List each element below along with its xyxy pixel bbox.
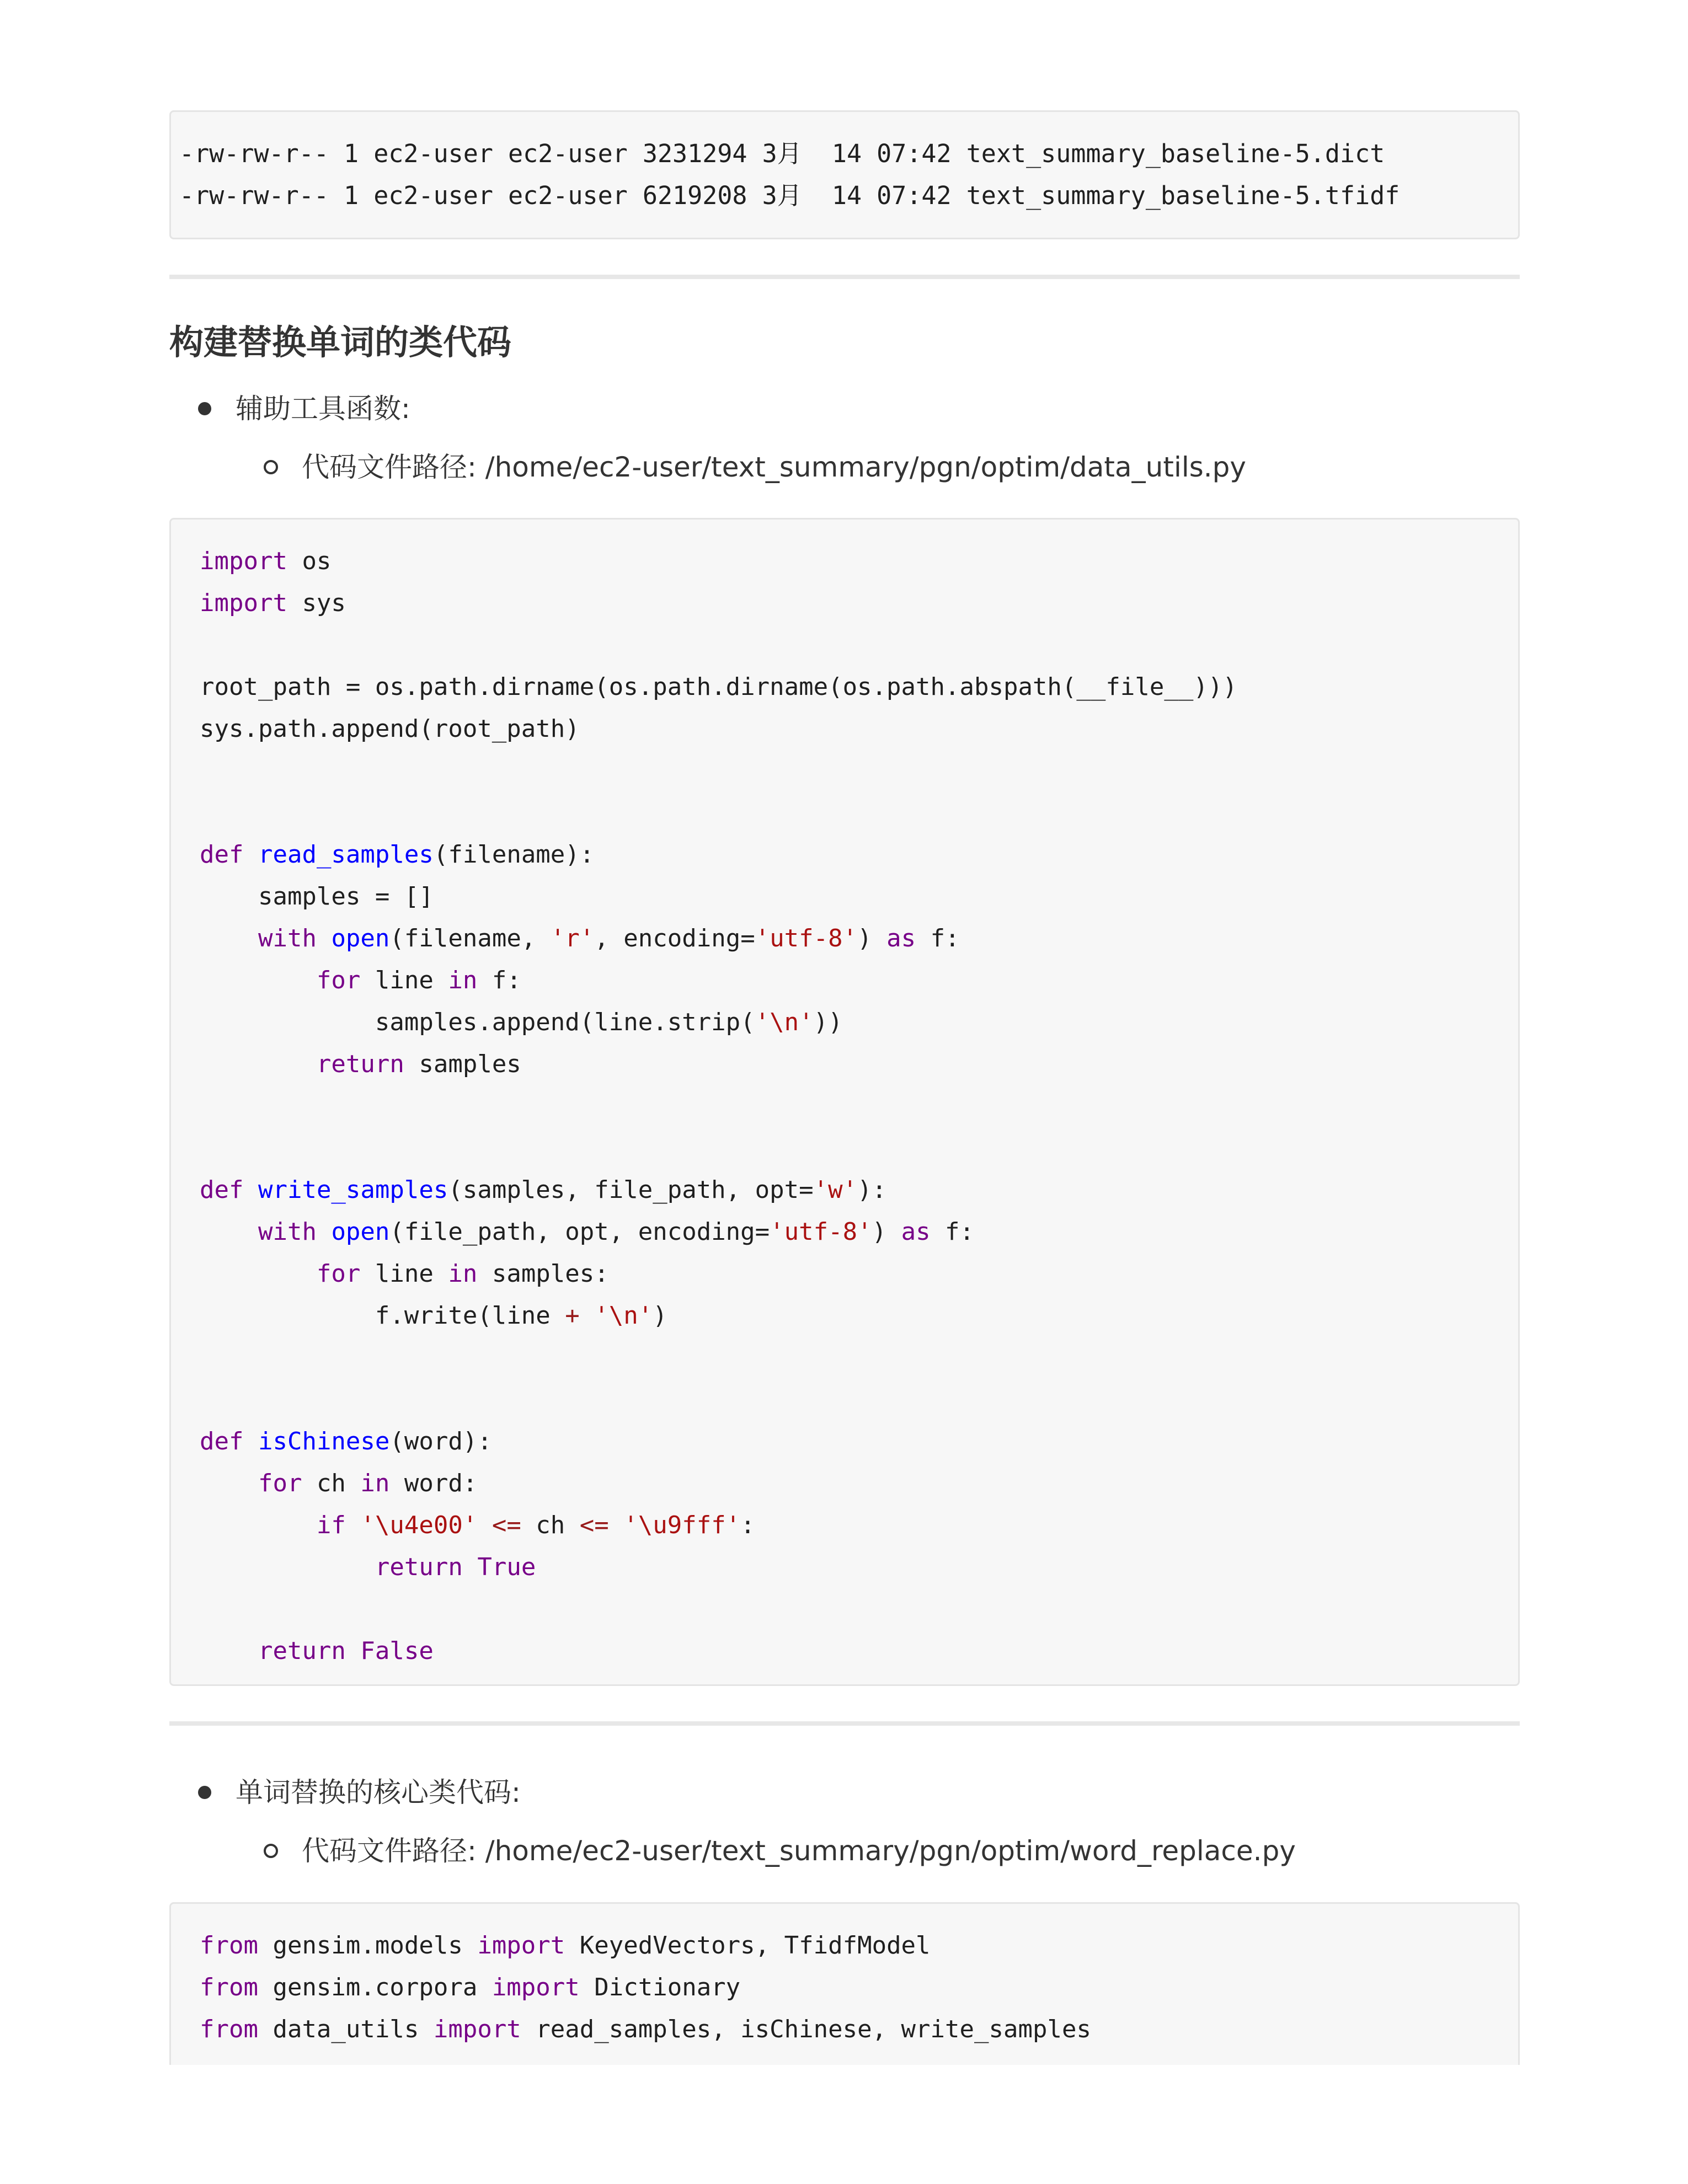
code-text: , encoding= bbox=[594, 924, 755, 952]
keyword-token: def bbox=[200, 1427, 244, 1455]
code-line bbox=[200, 1211, 1518, 1253]
code-line bbox=[200, 792, 1518, 834]
terminal-output-block bbox=[169, 110, 1520, 239]
keyword-token: def bbox=[200, 1176, 244, 1204]
code-line bbox=[200, 624, 1518, 666]
function-name-token: write_samples bbox=[258, 1176, 448, 1204]
code-text: )) bbox=[813, 1008, 843, 1036]
section-heading: 构建替换单词的类代码 bbox=[169, 322, 512, 362]
function-name-token: read_samples bbox=[258, 841, 434, 869]
code-line bbox=[200, 1043, 1518, 1085]
code-line bbox=[200, 708, 1518, 750]
keyword-token: if bbox=[316, 1511, 346, 1539]
code-block-data-utils bbox=[169, 518, 1520, 1686]
code-line bbox=[200, 1546, 1518, 1588]
code-text: f.write(line bbox=[200, 1302, 565, 1330]
operator-token: <= bbox=[492, 1511, 521, 1539]
code-text: ch bbox=[302, 1469, 361, 1497]
function-name-token: open bbox=[331, 924, 390, 952]
bullet-dot-icon bbox=[198, 402, 211, 415]
code-text: f: bbox=[477, 966, 521, 994]
code-text bbox=[346, 1511, 361, 1539]
code-text bbox=[580, 1302, 595, 1330]
bullet-dot-icon bbox=[198, 1786, 211, 1799]
keyword-token: return bbox=[316, 1050, 404, 1078]
code-line bbox=[200, 1085, 1518, 1127]
list-item-text: 单词替换的核心类代码: bbox=[236, 1776, 521, 1808]
keyword-token: False bbox=[360, 1637, 434, 1665]
code-text: ) bbox=[857, 924, 887, 952]
code-text: ): bbox=[857, 1176, 887, 1204]
code-text bbox=[200, 1260, 317, 1288]
code-text bbox=[463, 1553, 478, 1581]
code-text: ch bbox=[521, 1511, 580, 1539]
bullet-circle-icon bbox=[264, 1844, 278, 1858]
code-line bbox=[200, 1630, 1518, 1672]
code-line bbox=[200, 1295, 1518, 1337]
keyword-token: for bbox=[316, 966, 361, 994]
string-token: 'w' bbox=[813, 1176, 858, 1204]
code-line bbox=[200, 876, 1518, 918]
code-text: os bbox=[287, 547, 332, 575]
code-text bbox=[346, 1637, 361, 1665]
code-line bbox=[200, 1588, 1518, 1630]
document-page bbox=[169, 110, 1520, 2065]
keyword-token: with bbox=[258, 1218, 317, 1246]
function-name-token: open bbox=[331, 1218, 390, 1246]
code-text: read_samples, isChinese, write_samples bbox=[521, 2015, 1091, 2043]
string-token: '\n' bbox=[594, 1302, 653, 1330]
code-line bbox=[200, 1337, 1518, 1379]
code-text: gensim.models bbox=[258, 1931, 478, 1960]
string-token: '\u9fff' bbox=[623, 1511, 741, 1539]
code-text: ) bbox=[872, 1218, 901, 1246]
code-line bbox=[200, 666, 1518, 708]
horizontal-rule bbox=[169, 275, 1520, 279]
code-line bbox=[200, 1169, 1518, 1211]
code-text bbox=[243, 1427, 258, 1455]
sub-list-item bbox=[169, 448, 1520, 486]
code-line bbox=[200, 1967, 1518, 2009]
code-line bbox=[200, 750, 1518, 792]
keyword-token: with bbox=[258, 924, 317, 952]
string-token: 'r' bbox=[550, 924, 595, 952]
code-block-word-replace bbox=[169, 1902, 1520, 2065]
operator-token: + bbox=[565, 1302, 580, 1330]
code-text: (file_path, opt, encoding= bbox=[389, 1218, 770, 1246]
code-line bbox=[200, 540, 1518, 582]
horizontal-rule bbox=[169, 1721, 1520, 1726]
code-text: data_utils bbox=[258, 2015, 434, 2043]
code-text: (word): bbox=[389, 1427, 492, 1455]
code-line bbox=[200, 2009, 1518, 2051]
code-text: f: bbox=[916, 924, 960, 952]
keyword-token: for bbox=[258, 1469, 302, 1497]
code-line bbox=[200, 1253, 1518, 1295]
code-text: sys bbox=[287, 589, 346, 617]
keyword-token: return bbox=[258, 1637, 346, 1665]
code-text bbox=[317, 1218, 332, 1246]
code-line bbox=[200, 1463, 1518, 1505]
sub-bullet-list bbox=[169, 448, 1520, 486]
code-line bbox=[200, 1421, 1518, 1463]
function-name-token: isChinese bbox=[258, 1427, 390, 1455]
code-text: samples.append(line.strip( bbox=[200, 1008, 755, 1036]
list-item-text: 辅助工具函数: bbox=[236, 393, 410, 425]
bullet-list bbox=[169, 389, 1520, 428]
operator-token: <= bbox=[579, 1511, 609, 1539]
keyword-token: import bbox=[200, 589, 287, 617]
keyword-token: True bbox=[477, 1553, 536, 1581]
code-text: KeyedVectors, TfidfModel bbox=[565, 1931, 931, 1960]
terminal-line: -rw-rw-r-- 1 ec2-user ec2-user 6219208 3月 14 07:42 text_summary_baseline-5.tfidf bbox=[179, 181, 1400, 210]
code-line bbox=[200, 918, 1518, 960]
code-text bbox=[243, 1176, 258, 1204]
code-text bbox=[200, 1050, 317, 1078]
code-text: root_path = os.path.dirname(os.path.dirname(os.path.abspath(__file__))) bbox=[200, 673, 1237, 701]
code-line bbox=[200, 960, 1518, 1002]
bullet-list bbox=[169, 1773, 1520, 1812]
code-text bbox=[200, 1553, 375, 1581]
keyword-token: import bbox=[492, 1973, 580, 2001]
keyword-token: import bbox=[200, 547, 287, 575]
code-line bbox=[200, 834, 1518, 876]
file-path-text: 代码文件路径: /home/ec2-user/text_summary/pgn/optim/word_replace.py bbox=[302, 1835, 1296, 1867]
code-text: line bbox=[360, 966, 448, 994]
code-text: word: bbox=[389, 1469, 478, 1497]
code-text bbox=[317, 924, 332, 952]
code-line bbox=[200, 582, 1518, 624]
keyword-token: from bbox=[200, 1973, 258, 2001]
code-text: samples = [] bbox=[200, 882, 434, 911]
code-text bbox=[200, 1218, 258, 1246]
keyword-token: for bbox=[316, 1260, 361, 1288]
code-text: (filename, bbox=[389, 924, 551, 952]
keyword-token: def bbox=[200, 841, 244, 869]
keyword-token: from bbox=[200, 1931, 258, 1960]
list-item bbox=[169, 389, 1520, 428]
keyword-token: import bbox=[477, 1931, 565, 1960]
keyword-token: return bbox=[375, 1553, 463, 1581]
code-line bbox=[200, 1379, 1518, 1421]
file-path-text: 代码文件路径: /home/ec2-user/text_summary/pgn/optim/data_utils.py bbox=[302, 451, 1247, 483]
code-line bbox=[200, 1505, 1518, 1546]
code-text bbox=[200, 966, 317, 994]
code-text: ) bbox=[653, 1302, 667, 1330]
code-line bbox=[200, 1127, 1518, 1169]
code-text bbox=[609, 1511, 624, 1539]
code-line bbox=[200, 1925, 1518, 1967]
keyword-token: import bbox=[433, 2015, 521, 2043]
sub-bullet-list bbox=[169, 1832, 1520, 1870]
code-line bbox=[200, 1002, 1518, 1043]
code-text bbox=[200, 1511, 317, 1539]
code-text: f: bbox=[930, 1218, 975, 1246]
code-text: samples bbox=[404, 1050, 521, 1078]
list-item bbox=[169, 1773, 1520, 1812]
keyword-token: from bbox=[200, 2015, 258, 2043]
code-text: samples: bbox=[477, 1260, 609, 1288]
code-text: (samples, file_path, opt= bbox=[448, 1176, 814, 1204]
terminal-line: -rw-rw-r-- 1 ec2-user ec2-user 3231294 3月 14 07:42 text_summary_baseline-5.dict bbox=[179, 139, 1385, 168]
code-text: : bbox=[740, 1511, 755, 1539]
code-text: sys.path.append(root_path) bbox=[200, 715, 580, 743]
keyword-token: in bbox=[448, 966, 478, 994]
code-text bbox=[477, 1511, 492, 1539]
string-token: 'utf-8' bbox=[770, 1218, 872, 1246]
keyword-token: as bbox=[886, 924, 916, 952]
keyword-token: in bbox=[360, 1469, 390, 1497]
string-token: '\n' bbox=[755, 1008, 814, 1036]
keyword-token: in bbox=[448, 1260, 478, 1288]
string-token: 'utf-8' bbox=[755, 924, 858, 952]
code-text bbox=[200, 1637, 258, 1665]
code-text: gensim.corpora bbox=[258, 1973, 492, 2001]
code-text: Dictionary bbox=[579, 1973, 741, 2001]
code-text: line bbox=[360, 1260, 448, 1288]
bullet-circle-icon bbox=[264, 460, 278, 474]
sub-list-item bbox=[169, 1832, 1520, 1870]
code-text: (filename): bbox=[433, 841, 595, 869]
string-token: '\u4e00' bbox=[360, 1511, 478, 1539]
code-text bbox=[200, 1469, 258, 1497]
keyword-token: as bbox=[901, 1218, 931, 1246]
code-text bbox=[243, 841, 258, 869]
code-text bbox=[200, 924, 258, 952]
